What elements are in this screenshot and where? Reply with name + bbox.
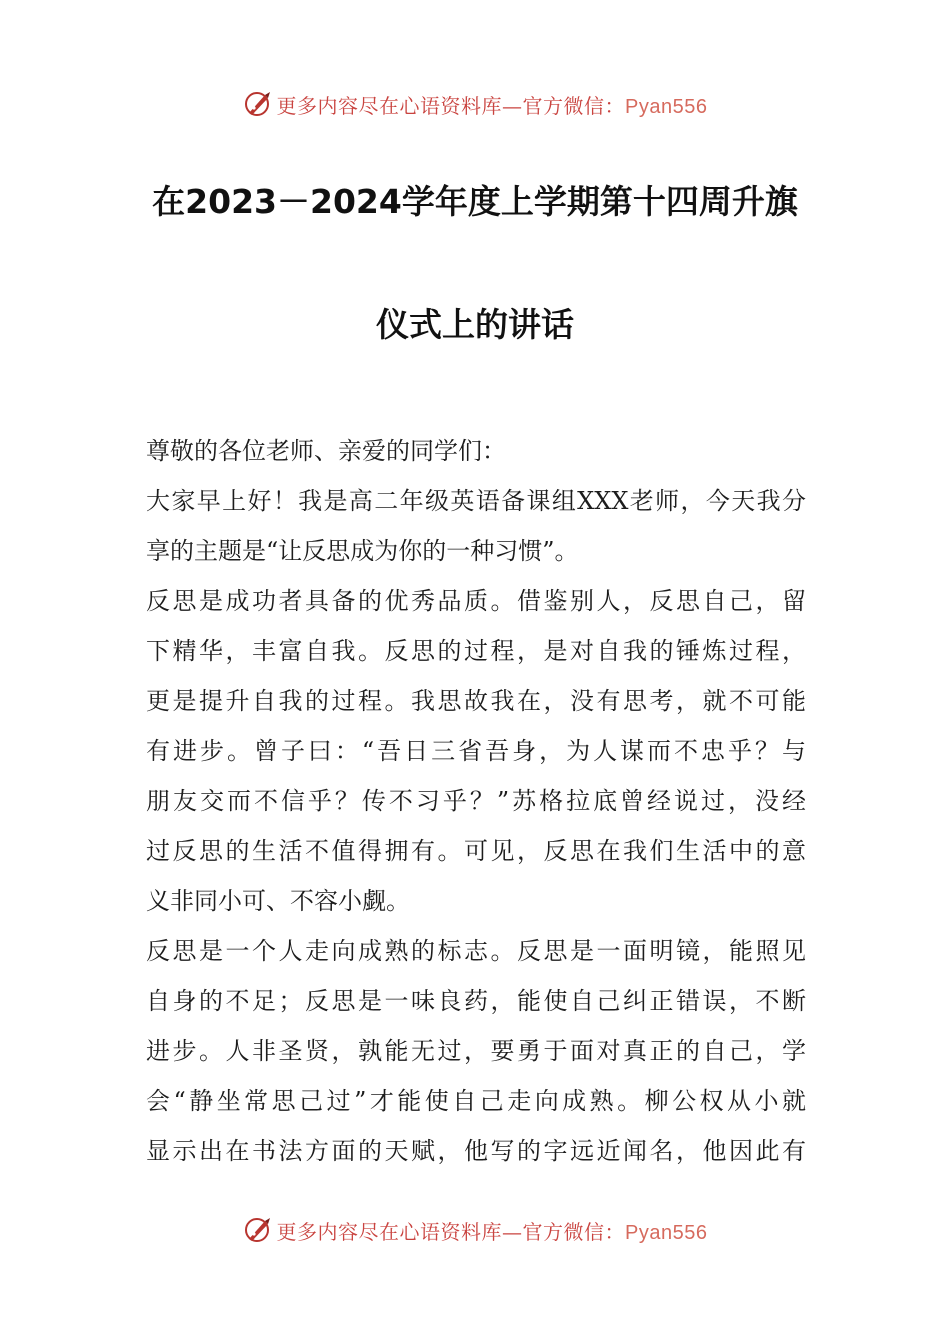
quill-pen-logo-icon: [243, 89, 273, 119]
body-line: 享的主题是“让反思成为你的一种习惯”。: [146, 537, 579, 565]
watermark-text: [277, 1216, 708, 1245]
watermark-main-text: 更多内容尽在心语资料库—官方微信：: [276, 93, 626, 118]
salutation-line: 尊敬的各位老师、亲爱的同学们：: [146, 437, 506, 465]
document-title-line-1: 在2023－2024学年度上学期第十四周升旗: [152, 182, 798, 221]
body-line: 义非同小可、不容小觑。: [146, 887, 410, 915]
quill-pen-logo-icon: [243, 1215, 273, 1245]
body-line: 大家早上好！我是高二年级英语备课组XXX老师，今天我分: [146, 487, 806, 515]
watermark-text: [277, 90, 708, 119]
body-line: 反思是一个人走向成熟的标志。反思是一面明镜，能照见: [146, 937, 806, 965]
body-line: 显示出在书法方面的天赋，他写的字远近闻名，他因此有: [146, 1137, 806, 1165]
body-line: 自身的不足；反思是一味良药，能使自己纠正错误，不断: [146, 987, 806, 1015]
footer-watermark-banner: [0, 1210, 950, 1250]
body-line: 有进步。曾子曰：“吾日三省吾身，为人谋而不忠乎？与: [146, 737, 806, 765]
body-line: 进步。人非圣贤，孰能无过，要勇于面对真正的自己，学: [146, 1037, 806, 1065]
header-watermark-banner: [0, 84, 950, 124]
watermark-main-text: 更多内容尽在心语资料库—官方微信：: [276, 1219, 626, 1244]
body-line: 会“静坐常思己过”才能使自己走向成熟。柳公权从小就: [146, 1087, 806, 1115]
body-line: 下精华，丰富自我。反思的过程，是对自我的锤炼过程，: [146, 637, 806, 665]
watermark-wechat-handle: Pyan556: [625, 95, 708, 118]
document-title-line-2: 仪式上的讲话: [376, 305, 574, 344]
watermark-wechat-handle: Pyan556: [625, 1221, 708, 1244]
body-line: 更是提升自我的过程。我思故我在，没有思考，就不可能: [146, 687, 806, 715]
body-line: 过反思的生活不值得拥有。可见，反思在我们生活中的意: [146, 837, 806, 865]
body-line: 反思是成功者具备的优秀品质。借鉴别人，反思自己，留: [146, 587, 806, 615]
body-line: 朋友交而不信乎？传不习乎？”苏格拉底曾经说过，没经: [146, 787, 806, 815]
speech-body: [146, 426, 806, 1176]
